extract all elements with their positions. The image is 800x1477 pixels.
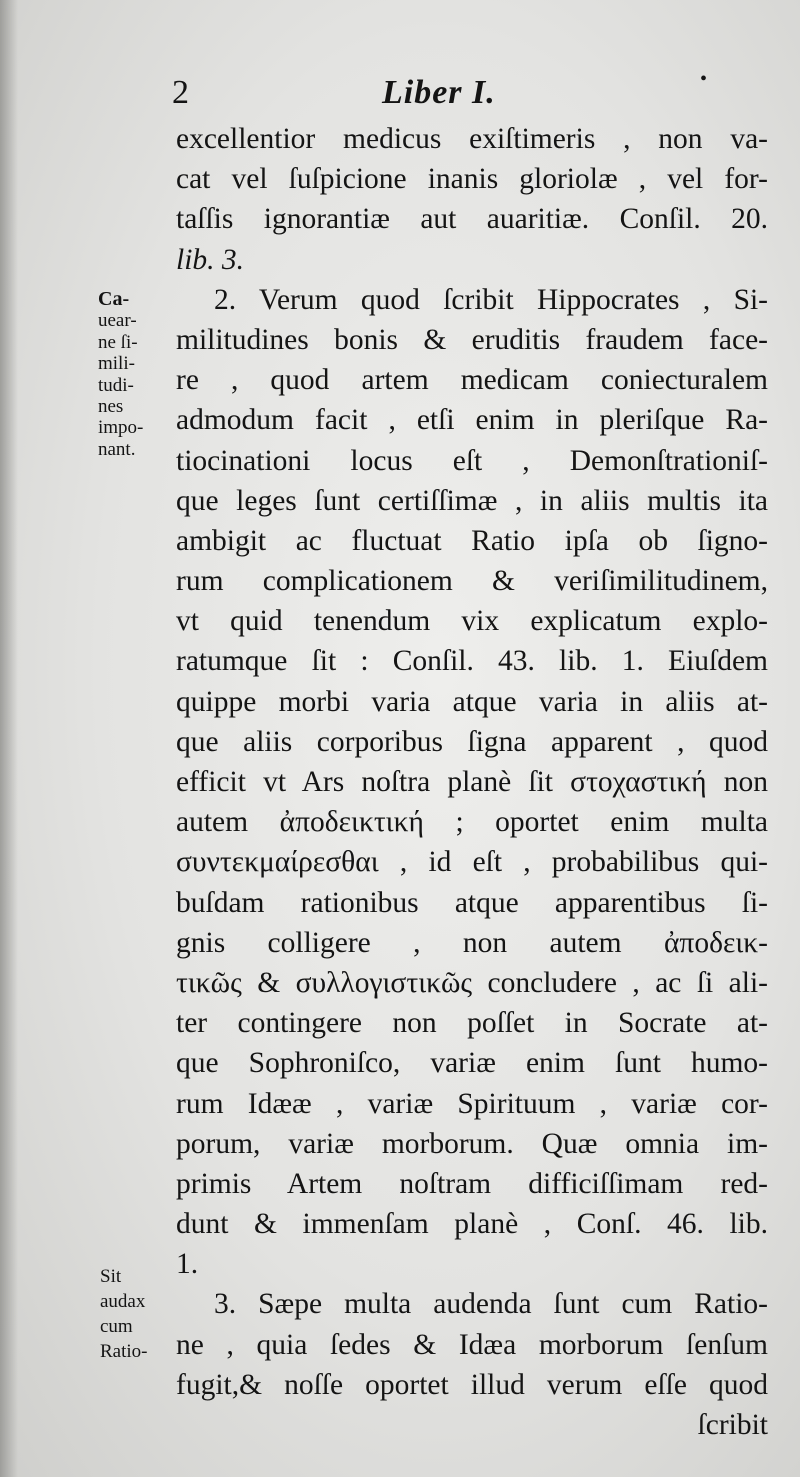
- text-line: ratumque ſit : Conſil. 43. lib. 1. Eiuſdem: [176, 645, 768, 678]
- text-line: cat vel ſuſpicione inanis gloriolæ , vel for-: [176, 163, 768, 196]
- margin-note-line: Ca-: [98, 288, 130, 310]
- margin-note-line: Sit: [100, 1266, 122, 1287]
- body-text: [176, 119, 768, 1445]
- text-line: re , quod artem medicam coniecturalem: [176, 364, 768, 397]
- margin-note-line: impo-: [98, 417, 144, 439]
- text-line: dunt & immenſam planè , Conſ. 46. lib.: [176, 1208, 768, 1241]
- running-title: Liber I.: [382, 74, 496, 111]
- margin-note-audax: [100, 1264, 180, 1364]
- text-line: autem ἀποδεικτική ; oportet enim multa: [176, 806, 768, 839]
- text-line: buſdam rationibus atque apparentibus ſi-: [176, 886, 768, 919]
- text-line: συντεκμαίρεσθαι , id eſt , probabilibus qui-: [176, 846, 768, 879]
- text-line: excellentior medicus exiſtimeris , non va-: [176, 123, 768, 155]
- margin-note-line: audax: [100, 1291, 146, 1312]
- text-line: lib. 3.: [176, 243, 245, 276]
- margin-note-caveat: [98, 289, 168, 460]
- text-line: primis Artem noſtram difficiſſimam red-: [176, 1167, 768, 1200]
- text-line: tiocinationi locus eſt , Demonſtrationiſ-: [176, 444, 768, 477]
- text-line: ambigit ac fluctuat Ratio ipſa ob ſigno-: [176, 524, 768, 557]
- text-line: porum, variæ morborum. Quæ omnia im-: [176, 1127, 768, 1160]
- margin-note-line: mili-: [98, 353, 135, 375]
- page-header: [172, 68, 772, 118]
- text-line: fugit,& noſſe oportet illud verum eſſe quod: [176, 1368, 768, 1401]
- header-ornament: •: [700, 68, 708, 90]
- text-line: ne , quia ſedes & Idæa morborum ſenſum: [176, 1328, 768, 1361]
- text-line: militudines bonis & eruditis fraudem face-: [176, 323, 768, 356]
- margin-note-line: ne ſi-: [98, 331, 138, 353]
- text-line: vt quid tenendum vix explicatum explo-: [176, 605, 768, 638]
- text-line: rum Idææ , variæ Spirituum , variæ cor-: [176, 1087, 768, 1120]
- text-line: ter contingere non poſſet in Socrate at-: [176, 1007, 768, 1040]
- text-line: quippe morbi varia atque varia in aliis at-: [176, 685, 768, 718]
- text-line: gnis colligere , non autem ἀποδεικ-: [176, 926, 768, 959]
- text-line: efficit vt Ars noſtra planè ſit στοχαστική non: [176, 766, 768, 798]
- text-line: rum complicationem & veriſimilitudinem,: [176, 565, 768, 598]
- text-line: 1.: [176, 1248, 199, 1281]
- page-gutter-shadow: [0, 0, 18, 1477]
- margin-note-line: Ratio-: [100, 1341, 148, 1362]
- text-line: que Sophroniſco, variæ enim ſunt humo-: [176, 1047, 768, 1080]
- margin-note-line: nant.: [98, 438, 136, 460]
- text-line: τικῶς & συλλογιστικῶς concludere , ac ſi ali-: [176, 966, 768, 999]
- text-line: 3. Sæpe multa audenda ſunt cum Ratio-: [214, 1288, 768, 1321]
- margin-note-line: uear-: [98, 310, 137, 332]
- text-line: que leges ſunt certiſſimæ , in aliis multis ita: [176, 484, 768, 517]
- text-line: que aliis corporibus ſigna apparent , quod: [176, 725, 768, 758]
- page-number: 2: [172, 74, 189, 111]
- margin-note-line: tudi-: [98, 374, 134, 396]
- text-line: admodum facit , etſi enim in pleriſque Ra-: [176, 404, 768, 437]
- text-line: ſcribit: [697, 1409, 768, 1441]
- text-line: 2. Verum quod ſcribit Hippocrates , Si-: [214, 283, 768, 316]
- text-line: taſſis ignorantiæ aut auaritiæ. Conſil. 20.: [176, 203, 768, 236]
- margin-note-line: nes: [98, 396, 124, 418]
- margin-note-line: cum: [100, 1316, 133, 1337]
